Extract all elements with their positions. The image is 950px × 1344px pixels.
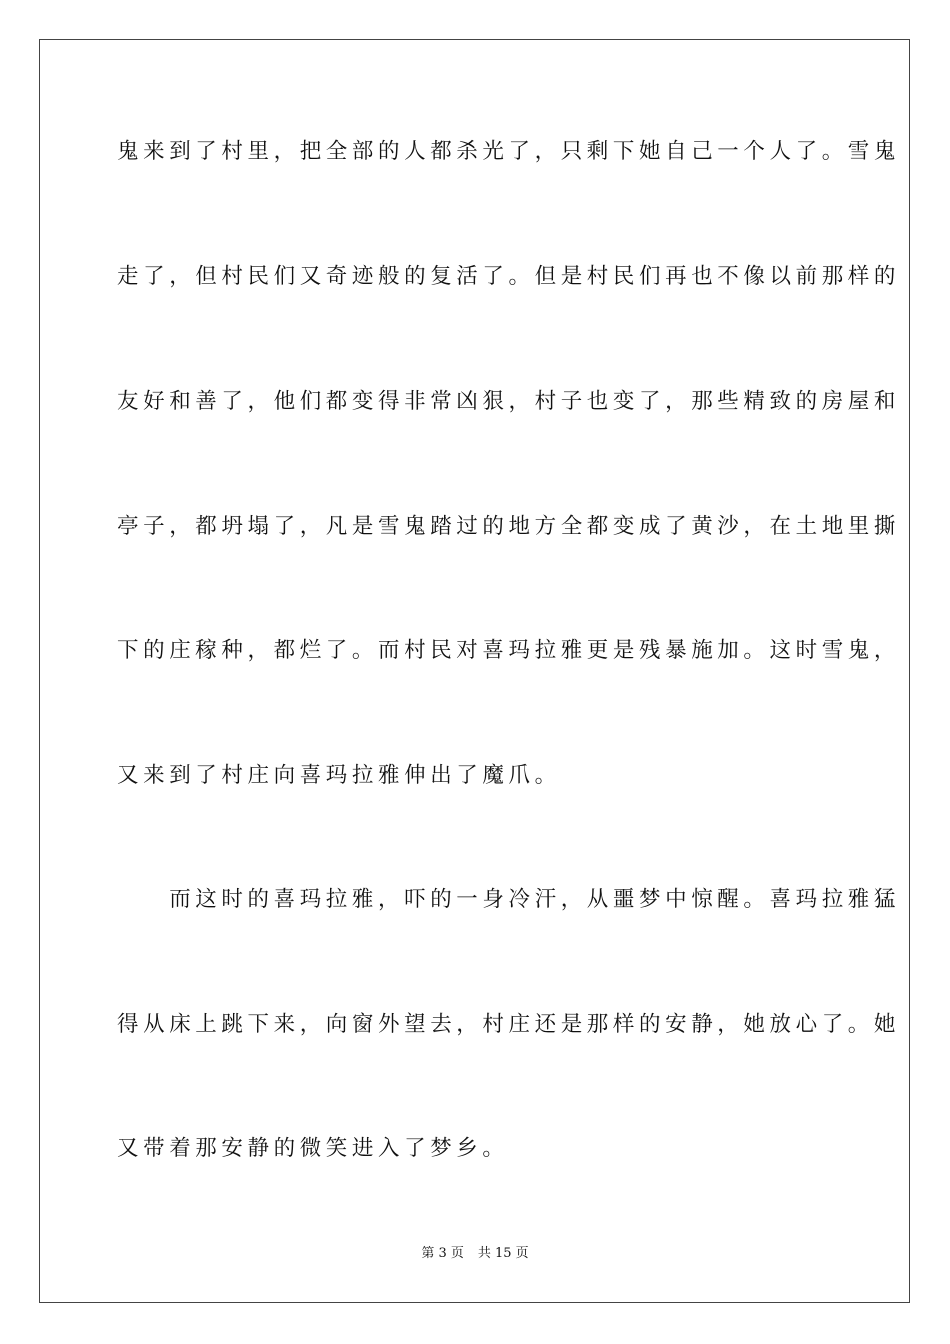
text-line: 又来到了村庄向喜玛拉雅伸出了魔爪。 [117,763,561,788]
text-line: 走了，但村民们又奇迹般的复活了。但是村民们再也不像以前那样的 [117,264,901,289]
text-line: 而这时的喜玛拉雅，吓的一身冷汗，从噩梦中惊醒。喜玛拉雅猛 [117,887,901,912]
page-footer [0,1244,950,1264]
text-line: 亭子，都坍塌了，凡是雪鬼踏过的地方全都变成了黄沙，在土地里撕 [117,514,901,539]
text-line: 友好和善了，他们都变得非常凶狠，村子也变了，那些精致的房屋和 [117,389,901,414]
text-line: 鬼来到了村里，把全部的人都杀光了，只剩下她自己一个人了。雪鬼 [117,139,901,164]
text-line: 下的庄稼种，都烂了。而村民对喜玛拉雅更是残暴施加。这时雪鬼， [117,638,901,663]
text-line: 得从床上跳下来，向窗外望去，村庄还是那样的安静，她放心了。她 [117,1012,901,1037]
text-line: 又带着那安静的微笑进入了梦乡。 [117,1136,509,1161]
page-border [39,39,910,1303]
page-number: 第 3 页 [421,1246,464,1261]
page-total: 共 15 页 [477,1246,529,1261]
